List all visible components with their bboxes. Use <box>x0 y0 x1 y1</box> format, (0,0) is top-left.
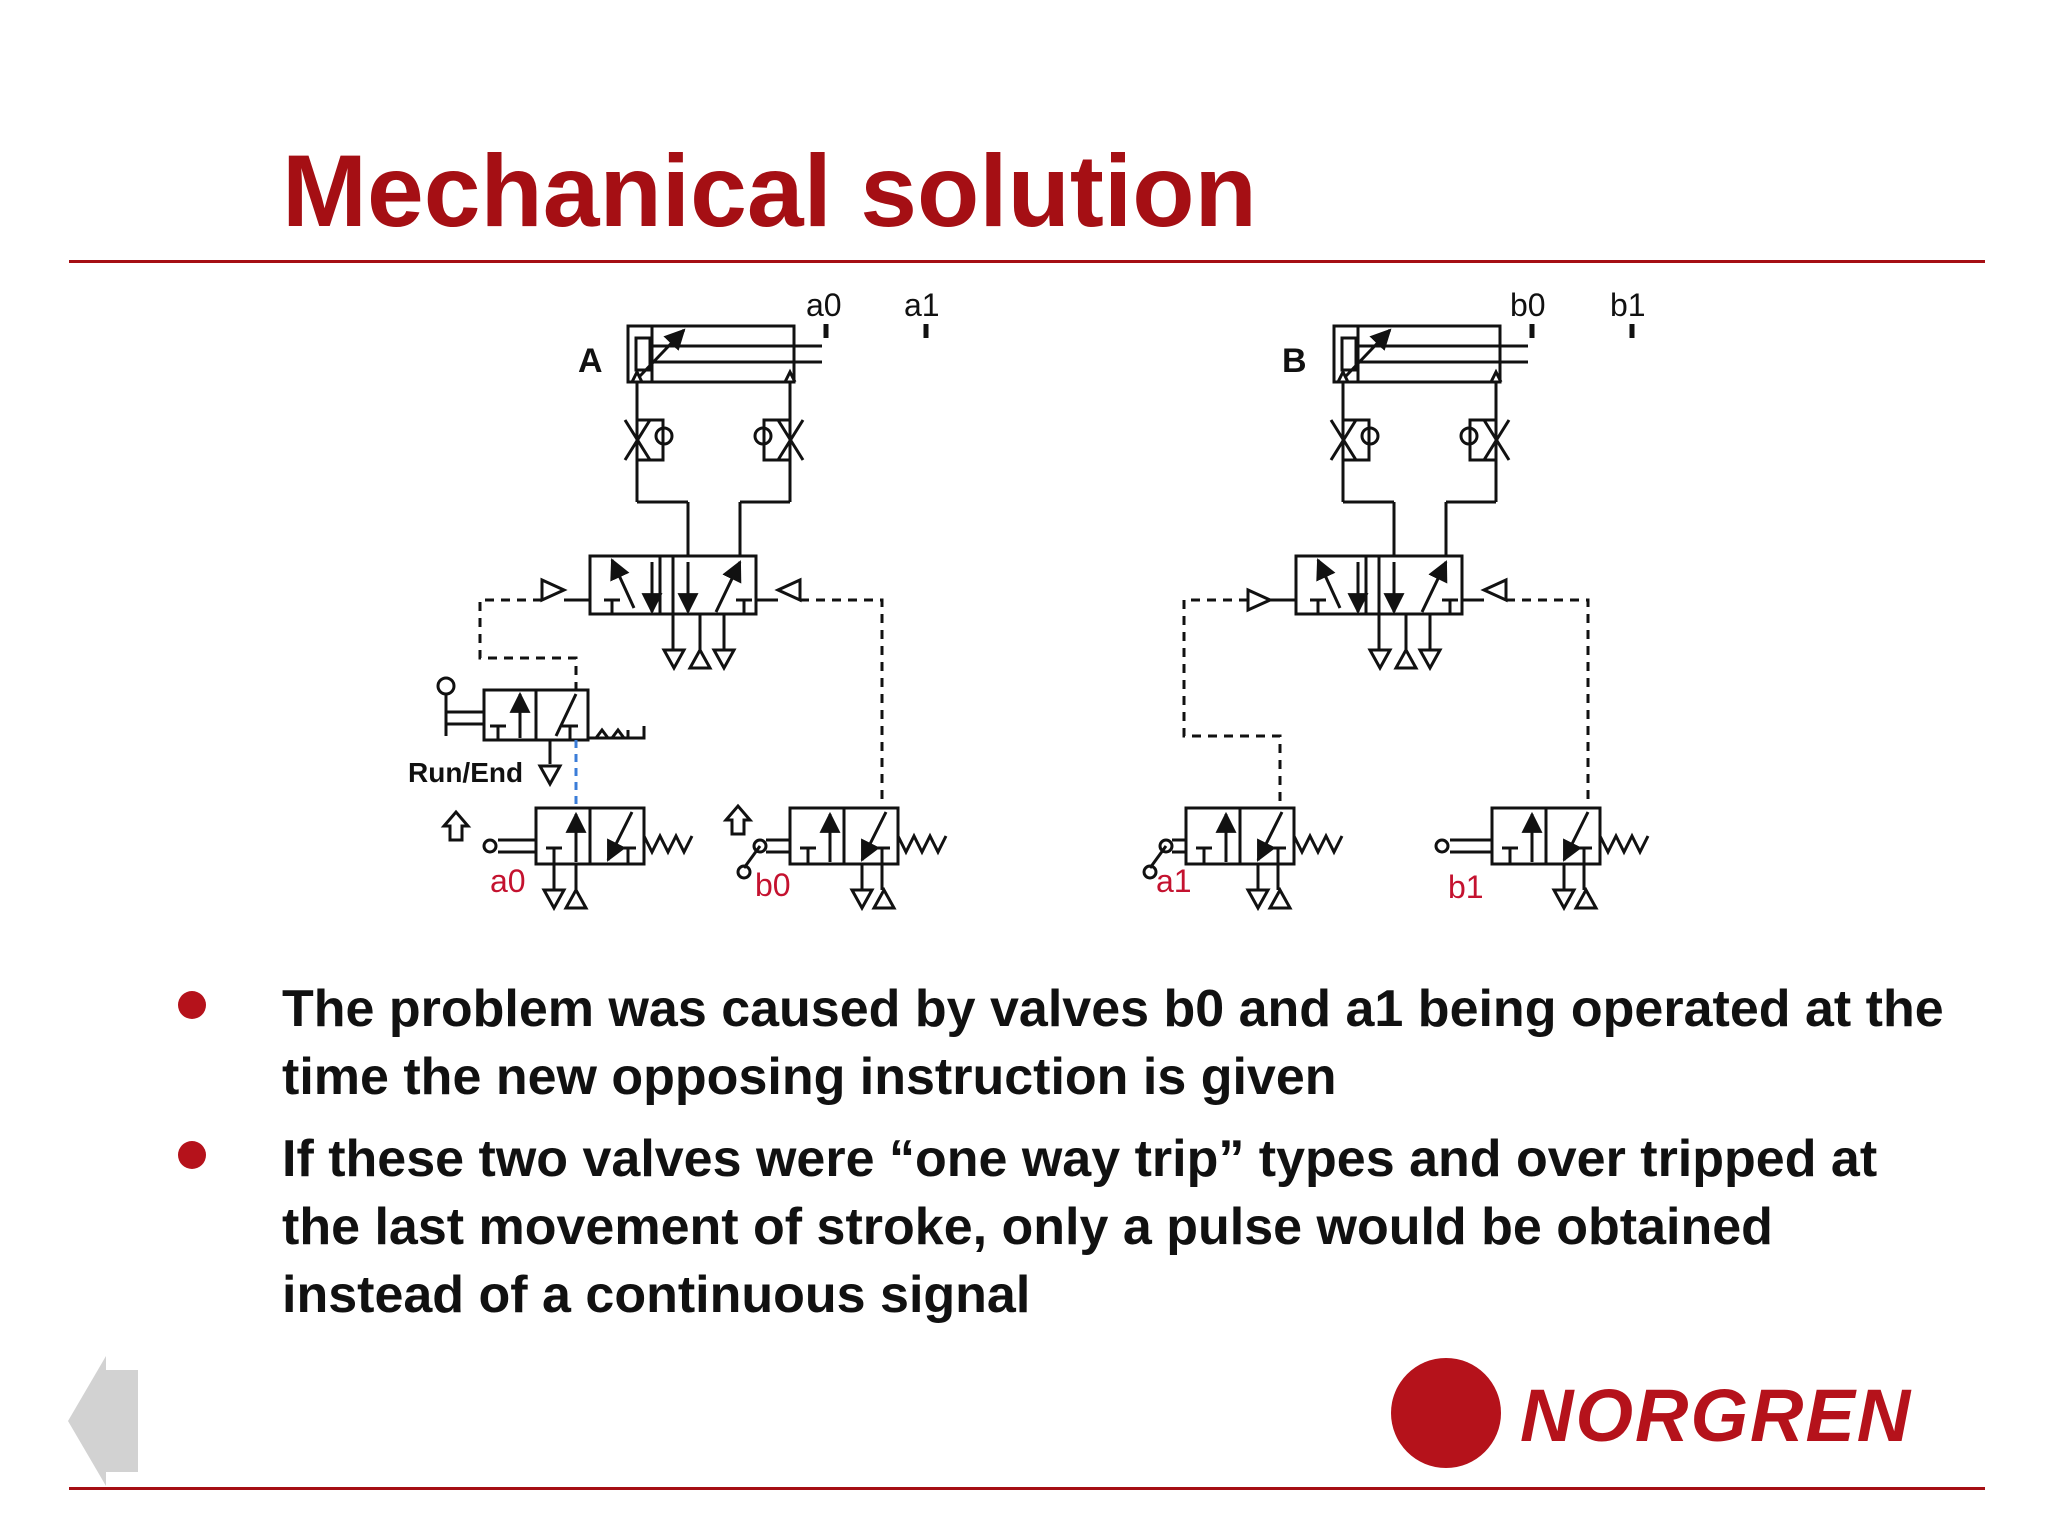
flow-control-b-right <box>1461 420 1509 460</box>
footer-rule <box>69 1487 1985 1490</box>
bullet-text: The problem was caused by valves b0 and a1 being operated at the time the new opposing instruction is given <box>282 980 1944 1106</box>
bullet-dot-icon <box>178 991 206 1019</box>
norgren-logo <box>1390 1355 1990 1471</box>
circuit-b <box>1144 324 1648 908</box>
slide-title: Mechanical solution <box>282 134 1257 248</box>
valve-label-b1: b1 <box>1448 869 1484 905</box>
limit-valve-a0 <box>444 808 692 908</box>
sensor-label-b0: b0 <box>1510 287 1546 323</box>
bullet-item <box>170 1125 1950 1329</box>
bullet-dot-icon <box>178 1141 206 1169</box>
logo-text: NORGREN <box>1520 1374 1913 1457</box>
valve-label-a0: a0 <box>490 863 526 899</box>
main-valve-a <box>590 556 756 614</box>
flow-control-b-left <box>1331 420 1378 460</box>
bullet-text: If these two valves were “one way trip” types and over tripped at the last movement of stroke, only a pulse would be obtained instead of a continuous signal <box>282 1130 1878 1324</box>
back-arrow-icon[interactable] <box>68 1356 140 1486</box>
norgren-logo-circle <box>1391 1358 1501 1468</box>
sensor-label-a1: a1 <box>904 287 940 323</box>
valve-label-a1: a1 <box>1156 863 1192 899</box>
run-end-label: Run/End <box>408 757 524 788</box>
circuit-a <box>438 324 946 908</box>
cylinder-a <box>628 326 822 382</box>
cylinder-a-label: A <box>578 342 603 380</box>
flow-control-a-left <box>625 420 672 460</box>
bullet-list <box>170 975 1950 1343</box>
flow-control-a-right <box>755 420 803 460</box>
cylinder-b <box>1334 326 1528 382</box>
cylinder-b-label: B <box>1282 342 1307 380</box>
bullet-item <box>170 975 1950 1111</box>
valve-label-b0: b0 <box>755 867 791 903</box>
sensor-label-b1: b1 <box>1610 287 1646 323</box>
sensor-label-a0: a0 <box>806 287 842 323</box>
main-valve-b <box>1296 556 1462 614</box>
